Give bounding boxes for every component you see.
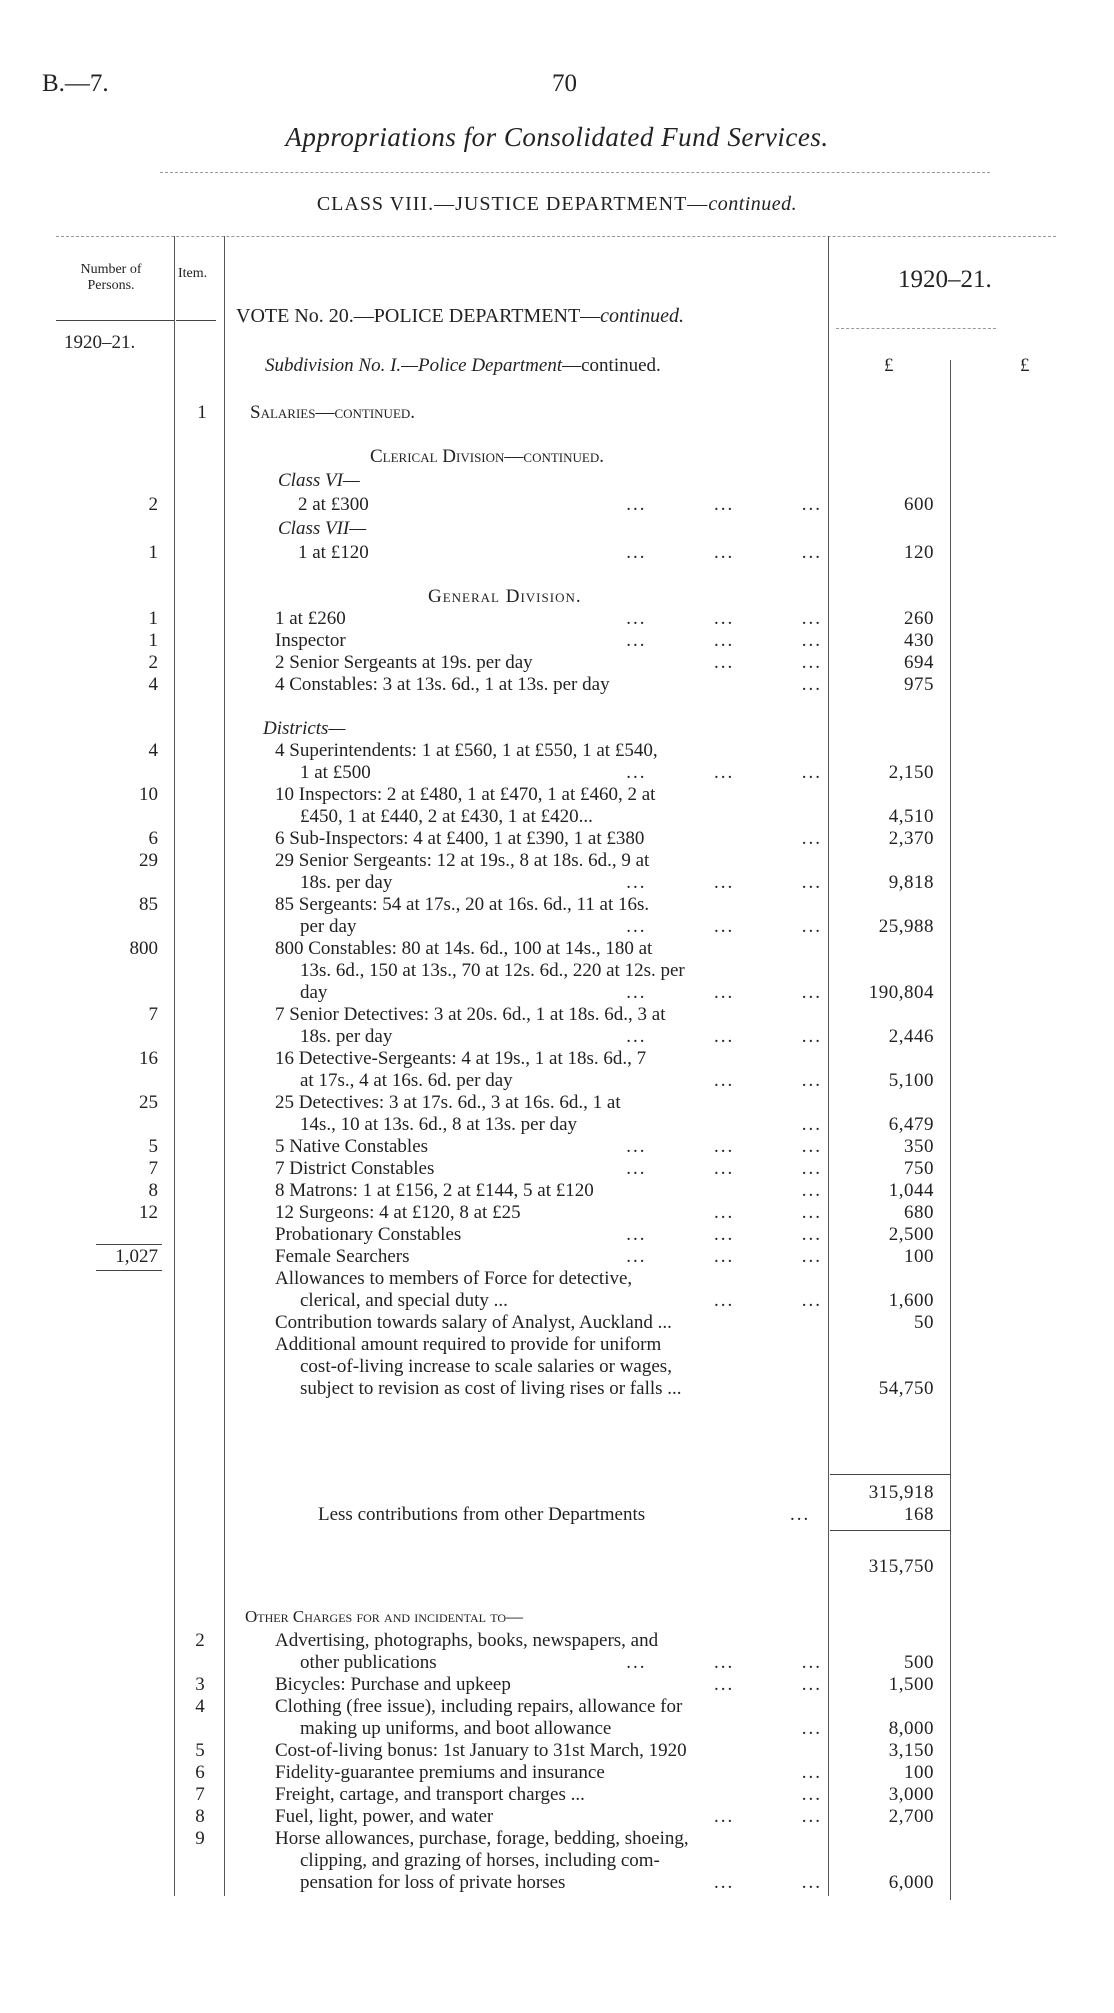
persons-count: 7 (148, 1004, 158, 1025)
page-number: 70 (552, 70, 577, 97)
row-description: 1 at £120 (298, 542, 369, 563)
row-description: Clothing (free issue), including repairs, allowance for (275, 1696, 683, 1717)
row-description: 6 Sub-Inspectors: 4 at £400, 1 at £390, 1 at £380 (275, 828, 645, 849)
leader-dots: ... ... (714, 1806, 822, 1827)
salary-row (0, 470, 1114, 492)
salary-row (0, 652, 1114, 674)
row-description: 18s. per day (300, 872, 393, 893)
salary-row (0, 1004, 1114, 1026)
row-description: 4 Superintendents: 1 at £560, 1 at £550, 1 at £540, (275, 740, 658, 761)
leader-dots: ... ... ... (626, 630, 822, 651)
item-number: 3 (195, 1674, 205, 1695)
salary-row (0, 1048, 1114, 1070)
persons-count: 4 (148, 740, 158, 761)
leader-dots: ... ... ... (626, 982, 822, 1003)
net-total-rule (830, 1530, 950, 1531)
leader-dots: ... ... (714, 1290, 822, 1311)
item-number: 9 (195, 1828, 205, 1849)
leader-dots: ... ... ... (626, 916, 822, 937)
subtotal-amount: 315,918 (868, 1482, 934, 1503)
other-charge-row (0, 1828, 1114, 1850)
row-description: Class VII— (278, 518, 367, 539)
subtotal-row (0, 1482, 1114, 1504)
salary-row (0, 586, 1114, 608)
row-description: Bicycles: Purchase and upkeep (275, 1674, 511, 1695)
amount: 680 (904, 1202, 934, 1223)
amount: 975 (904, 674, 934, 695)
class-heading (0, 193, 1114, 216)
other-charge-row (0, 1872, 1114, 1894)
salary-row (0, 828, 1114, 850)
amount: 25,988 (878, 916, 934, 937)
item-number: 6 (195, 1762, 205, 1783)
page-reference: B.—7. (42, 70, 109, 97)
row-description: Salaries—continued. (250, 402, 416, 423)
leader-dots: ... ... (714, 1872, 822, 1893)
salary-row (0, 1334, 1114, 1356)
row-description: Horse allowances, purchase, forage, bedding, shoeing, (275, 1828, 689, 1849)
item-number: 7 (195, 1784, 205, 1805)
other-charge-row (0, 1762, 1114, 1784)
salary-row (0, 894, 1114, 916)
row-description: cost-of-living increase to scale salaries or wages, (300, 1356, 672, 1377)
salary-row (0, 1180, 1114, 1202)
salary-row (0, 674, 1114, 696)
salary-row (0, 402, 1114, 424)
item-number: 1 (197, 402, 207, 423)
persons-total-bottom-rule (96, 1270, 162, 1271)
amount: 600 (904, 494, 934, 515)
leader-dots: ... ... ... (626, 1224, 822, 1245)
row-description: 2 Senior Sergeants at 19s. per day (275, 652, 533, 673)
row-description: 8 Matrons: 1 at £156, 2 at £144, 5 at £120 (275, 1180, 594, 1201)
amount: 50 (914, 1312, 934, 1333)
row-description: 29 Senior Sergeants: 12 at 19s., 8 at 18s. 6d., 9 at (275, 850, 650, 871)
item-number: 8 (195, 1806, 205, 1827)
net-total-row (0, 1556, 1114, 1578)
row-description: day (300, 982, 328, 1003)
persons-count: 6 (148, 828, 158, 849)
item-header-rule (176, 320, 216, 321)
less-contributions-dots: ... (790, 1504, 811, 1525)
subtotal-rule (830, 1474, 950, 1475)
leader-dots: ... ... ... (626, 1026, 822, 1047)
other-charge-row (0, 1740, 1114, 1762)
leader-dots: ... ... ... (626, 1246, 822, 1267)
row-description: at 17s., 4 at 16s. 6d. per day (300, 1070, 513, 1091)
row-description: 1 at £260 (275, 608, 346, 629)
currency-symbol-col1: £ (884, 355, 894, 376)
leader-dots: ... ... ... (626, 542, 822, 563)
currency-symbol-col2: £ (1020, 355, 1030, 376)
salary-row (0, 872, 1114, 894)
subdivision-heading (265, 355, 661, 377)
amount: 4,510 (888, 806, 934, 827)
row-description: 800 Constables: 80 at 14s. 6d., 100 at 14s., 180 at (275, 938, 653, 959)
row-description: 2 at £300 (298, 494, 369, 515)
salary-row (0, 740, 1114, 762)
other-charges-heading: Other Charges for and incidental to— (245, 1607, 524, 1626)
leader-dots: ... ... (714, 1202, 822, 1223)
persons-count: 1,027 (115, 1246, 158, 1267)
amount: 2,370 (888, 828, 934, 849)
salary-row (0, 1246, 1114, 1268)
salary-row (0, 1158, 1114, 1180)
salary-row (0, 1202, 1114, 1224)
salary-row (0, 850, 1114, 872)
leader-dots: ... (801, 1784, 822, 1805)
row-description: 16 Detective-Sergeants: 4 at 19s., 1 at 18s. 6d., 7 (275, 1048, 647, 1069)
persons-count: 85 (139, 894, 158, 915)
row-description: Clerical Division—continued. (370, 446, 604, 467)
leader-dots: ... ... ... (626, 1158, 822, 1179)
leader-dots: ... (801, 1718, 822, 1739)
net-total-amount: 315,750 (868, 1556, 934, 1577)
salary-row (0, 1070, 1114, 1092)
other-charge-row (0, 1652, 1114, 1674)
salary-row (0, 542, 1114, 564)
row-description: Fuel, light, power, and water (275, 1806, 494, 1827)
row-description: Districts— (263, 718, 346, 739)
leader-dots: ... ... ... (626, 1652, 822, 1673)
amount: 190,804 (868, 982, 934, 1003)
salary-row (0, 1356, 1114, 1378)
amount: 260 (904, 608, 934, 629)
persons-count: 800 (129, 938, 158, 959)
row-description: 12 Surgeons: 4 at £120, 8 at £25 (275, 1202, 521, 1223)
less-contributions-label: Less contributions from other Departments (318, 1504, 646, 1525)
salary-row (0, 1268, 1114, 1290)
salary-row (0, 916, 1114, 938)
other-charge-row (0, 1806, 1114, 1828)
other-charge-row (0, 1850, 1114, 1872)
amount: 1,500 (888, 1674, 934, 1695)
leader-dots: ... ... ... (626, 494, 822, 515)
salary-row (0, 608, 1114, 630)
item-number: 2 (195, 1630, 205, 1651)
row-description: Additional amount required to provide for uniform (275, 1334, 662, 1355)
amount: 100 (904, 1246, 934, 1267)
row-description: Freight, cartage, and transport charges ... (275, 1784, 585, 1805)
amount: 750 (904, 1158, 934, 1179)
subdivision-heading-suffix: —continued. (562, 355, 661, 376)
item-number: 5 (195, 1740, 205, 1761)
persons-count: 1 (148, 630, 158, 651)
class-heading-suffix: continued. (708, 193, 798, 215)
row-description: Advertising, photographs, books, newspapers, and (275, 1630, 659, 1651)
persons-count: 5 (148, 1136, 158, 1157)
amount: 694 (904, 652, 934, 673)
amount: 3,150 (888, 1740, 934, 1761)
row-description: Probationary Constables (275, 1224, 462, 1245)
salary-row (0, 630, 1114, 652)
persons-count: 12 (139, 1202, 158, 1223)
row-description: per day (300, 916, 357, 937)
leader-dots: ... ... ... (626, 1136, 822, 1157)
vote-heading-text: VOTE No. 20.—POLICE DEPARTMENT— (236, 305, 601, 327)
row-description: Fidelity-guarantee premiums and insurance (275, 1762, 605, 1783)
leader-dots: ... ... ... (626, 872, 822, 893)
amount: 3,000 (888, 1784, 934, 1805)
row-description: Class VI— (278, 470, 360, 491)
salary-row (0, 1026, 1114, 1048)
persons-count: 10 (139, 784, 158, 805)
header-number-of-persons: Number of Persons. (80, 262, 142, 293)
salary-row (0, 960, 1114, 982)
leader-dots: ... (801, 674, 822, 695)
persons-count: 4 (148, 674, 158, 695)
row-description: Female Searchers (275, 1246, 410, 1267)
leader-dots: ... (801, 1114, 822, 1135)
other-charge-row (0, 1674, 1114, 1696)
row-description: General Division. (428, 586, 582, 607)
persons-total-top-rule (96, 1244, 162, 1245)
row-description: 7 Senior Detectives: 3 at 20s. 6d., 1 at 18s. 6d., 3 at (275, 1004, 666, 1025)
amount: 1,600 (888, 1290, 934, 1311)
row-description: 5 Native Constables (275, 1136, 429, 1157)
row-description: 18s. per day (300, 1026, 393, 1047)
amount: 5,100 (888, 1070, 934, 1091)
year-header-rule (836, 328, 996, 329)
amount: 6,000 (888, 1872, 934, 1893)
salary-row (0, 1312, 1114, 1334)
row-description: Cost-of-living bonus: 1st January to 31st March, 1920 (275, 1740, 687, 1761)
row-description: 4 Constables: 3 at 13s. 6d., 1 at 13s. per day (275, 674, 610, 695)
amount: 6,479 (888, 1114, 934, 1135)
amount: 1,044 (888, 1180, 934, 1201)
leader-dots: ... (801, 1180, 822, 1201)
salary-row (0, 938, 1114, 960)
row-description: making up uniforms, and boot allowance (300, 1718, 612, 1739)
persons-count: 7 (148, 1158, 158, 1179)
class-heading-text: CLASS VIII.—JUSTICE DEPARTMENT— (316, 193, 709, 215)
table-top-rule (56, 236, 1056, 237)
salary-row (0, 982, 1114, 1004)
salary-row (0, 1114, 1114, 1136)
row-description: 10 Inspectors: 2 at £480, 1 at £470, 1 at £460, 2 at (275, 784, 656, 805)
amount: 100 (904, 1762, 934, 1783)
amount: 500 (904, 1652, 934, 1673)
vote-heading (236, 305, 684, 328)
salary-row (0, 446, 1114, 468)
row-description: Allowances to members of Force for detective, (275, 1268, 633, 1289)
amount: 2,500 (888, 1224, 934, 1245)
persons-count: 1 (148, 542, 158, 563)
persons-count: 8 (148, 1180, 158, 1201)
row-description: 13s. 6d., 150 at 13s., 70 at 12s. 6d., 220 at 12s. per (300, 960, 685, 981)
page-title: Appropriations for Consolidated Fund Services. (285, 122, 829, 152)
leader-dots: ... (801, 828, 822, 849)
row-description: 25 Detectives: 3 at 17s. 6d., 3 at 16s. 6d., 1 at (275, 1092, 621, 1113)
salary-row (0, 784, 1114, 806)
amount: 2,446 (888, 1026, 934, 1047)
persons-count: 2 (148, 494, 158, 515)
row-description: Inspector (275, 630, 346, 651)
item-number: 4 (195, 1696, 205, 1717)
salary-row (0, 718, 1114, 740)
less-contributions-amount: 168 (904, 1504, 934, 1525)
title-divider (160, 172, 990, 173)
less-contributions-row (0, 1504, 1114, 1526)
row-description: 14s., 10 at 13s. 6d., 8 at 13s. per day (300, 1114, 578, 1135)
amount: 120 (904, 542, 934, 563)
amount: 2,150 (888, 762, 934, 783)
persons-count: 29 (139, 850, 158, 871)
salary-row (0, 1136, 1114, 1158)
persons-header-rule (56, 320, 174, 321)
amount: 54,750 (878, 1378, 934, 1399)
other-charge-row (0, 1696, 1114, 1718)
salary-row (0, 1290, 1114, 1312)
salary-row (0, 1378, 1114, 1400)
salary-row (0, 1092, 1114, 1114)
persons-count: 2 (148, 652, 158, 673)
persons-year: 1920–21. (64, 332, 136, 353)
row-description: 85 Sergeants: 54 at 17s., 20 at 16s. 6d., 11 at 16s. (275, 894, 650, 915)
leader-dots: ... ... ... (626, 762, 822, 783)
amount: 2,700 (888, 1806, 934, 1827)
persons-count: 1 (148, 608, 158, 629)
other-charge-row (0, 1630, 1114, 1652)
leader-dots: ... ... ... (626, 608, 822, 629)
leader-dots: ... ... (714, 1674, 822, 1695)
persons-count: 25 (139, 1092, 158, 1113)
row-description: other publications (300, 1652, 437, 1673)
amount: 9,818 (888, 872, 934, 893)
header-item: Item. (178, 266, 208, 281)
leader-dots: ... ... (714, 652, 822, 673)
row-description: clerical, and special duty ... (300, 1290, 508, 1311)
vote-heading-suffix: continued. (600, 305, 685, 327)
amount: 430 (904, 630, 934, 651)
salary-row (0, 762, 1114, 784)
row-description: £450, 1 at £440, 2 at £430, 1 at £420... (300, 806, 593, 827)
amount: 350 (904, 1136, 934, 1157)
leader-dots: ... (801, 1762, 822, 1783)
leader-dots: ... ... (714, 1070, 822, 1091)
row-description: 1 at £500 (300, 762, 371, 783)
persons-count: 16 (139, 1048, 158, 1069)
row-description: Contribution towards salary of Analyst, Auckland ... (275, 1312, 672, 1333)
salary-row (0, 806, 1114, 828)
row-description: clipping, and grazing of horses, including com- (300, 1850, 660, 1871)
subdivision-heading-text: Subdivision No. I.—Police Department (265, 355, 563, 376)
other-charges-heading-row (0, 1606, 1114, 1628)
row-description: pensation for loss of private horses (300, 1872, 566, 1893)
row-description: 7 District Constables (275, 1158, 435, 1179)
other-charge-row (0, 1718, 1114, 1740)
amount: 8,000 (888, 1718, 934, 1739)
salary-row (0, 518, 1114, 540)
row-description: subject to revision as cost of living rises or falls ... (300, 1378, 682, 1399)
salary-row (0, 494, 1114, 516)
salary-row (0, 1224, 1114, 1246)
other-charge-row (0, 1784, 1114, 1806)
header-year: 1920–21. (898, 266, 992, 293)
